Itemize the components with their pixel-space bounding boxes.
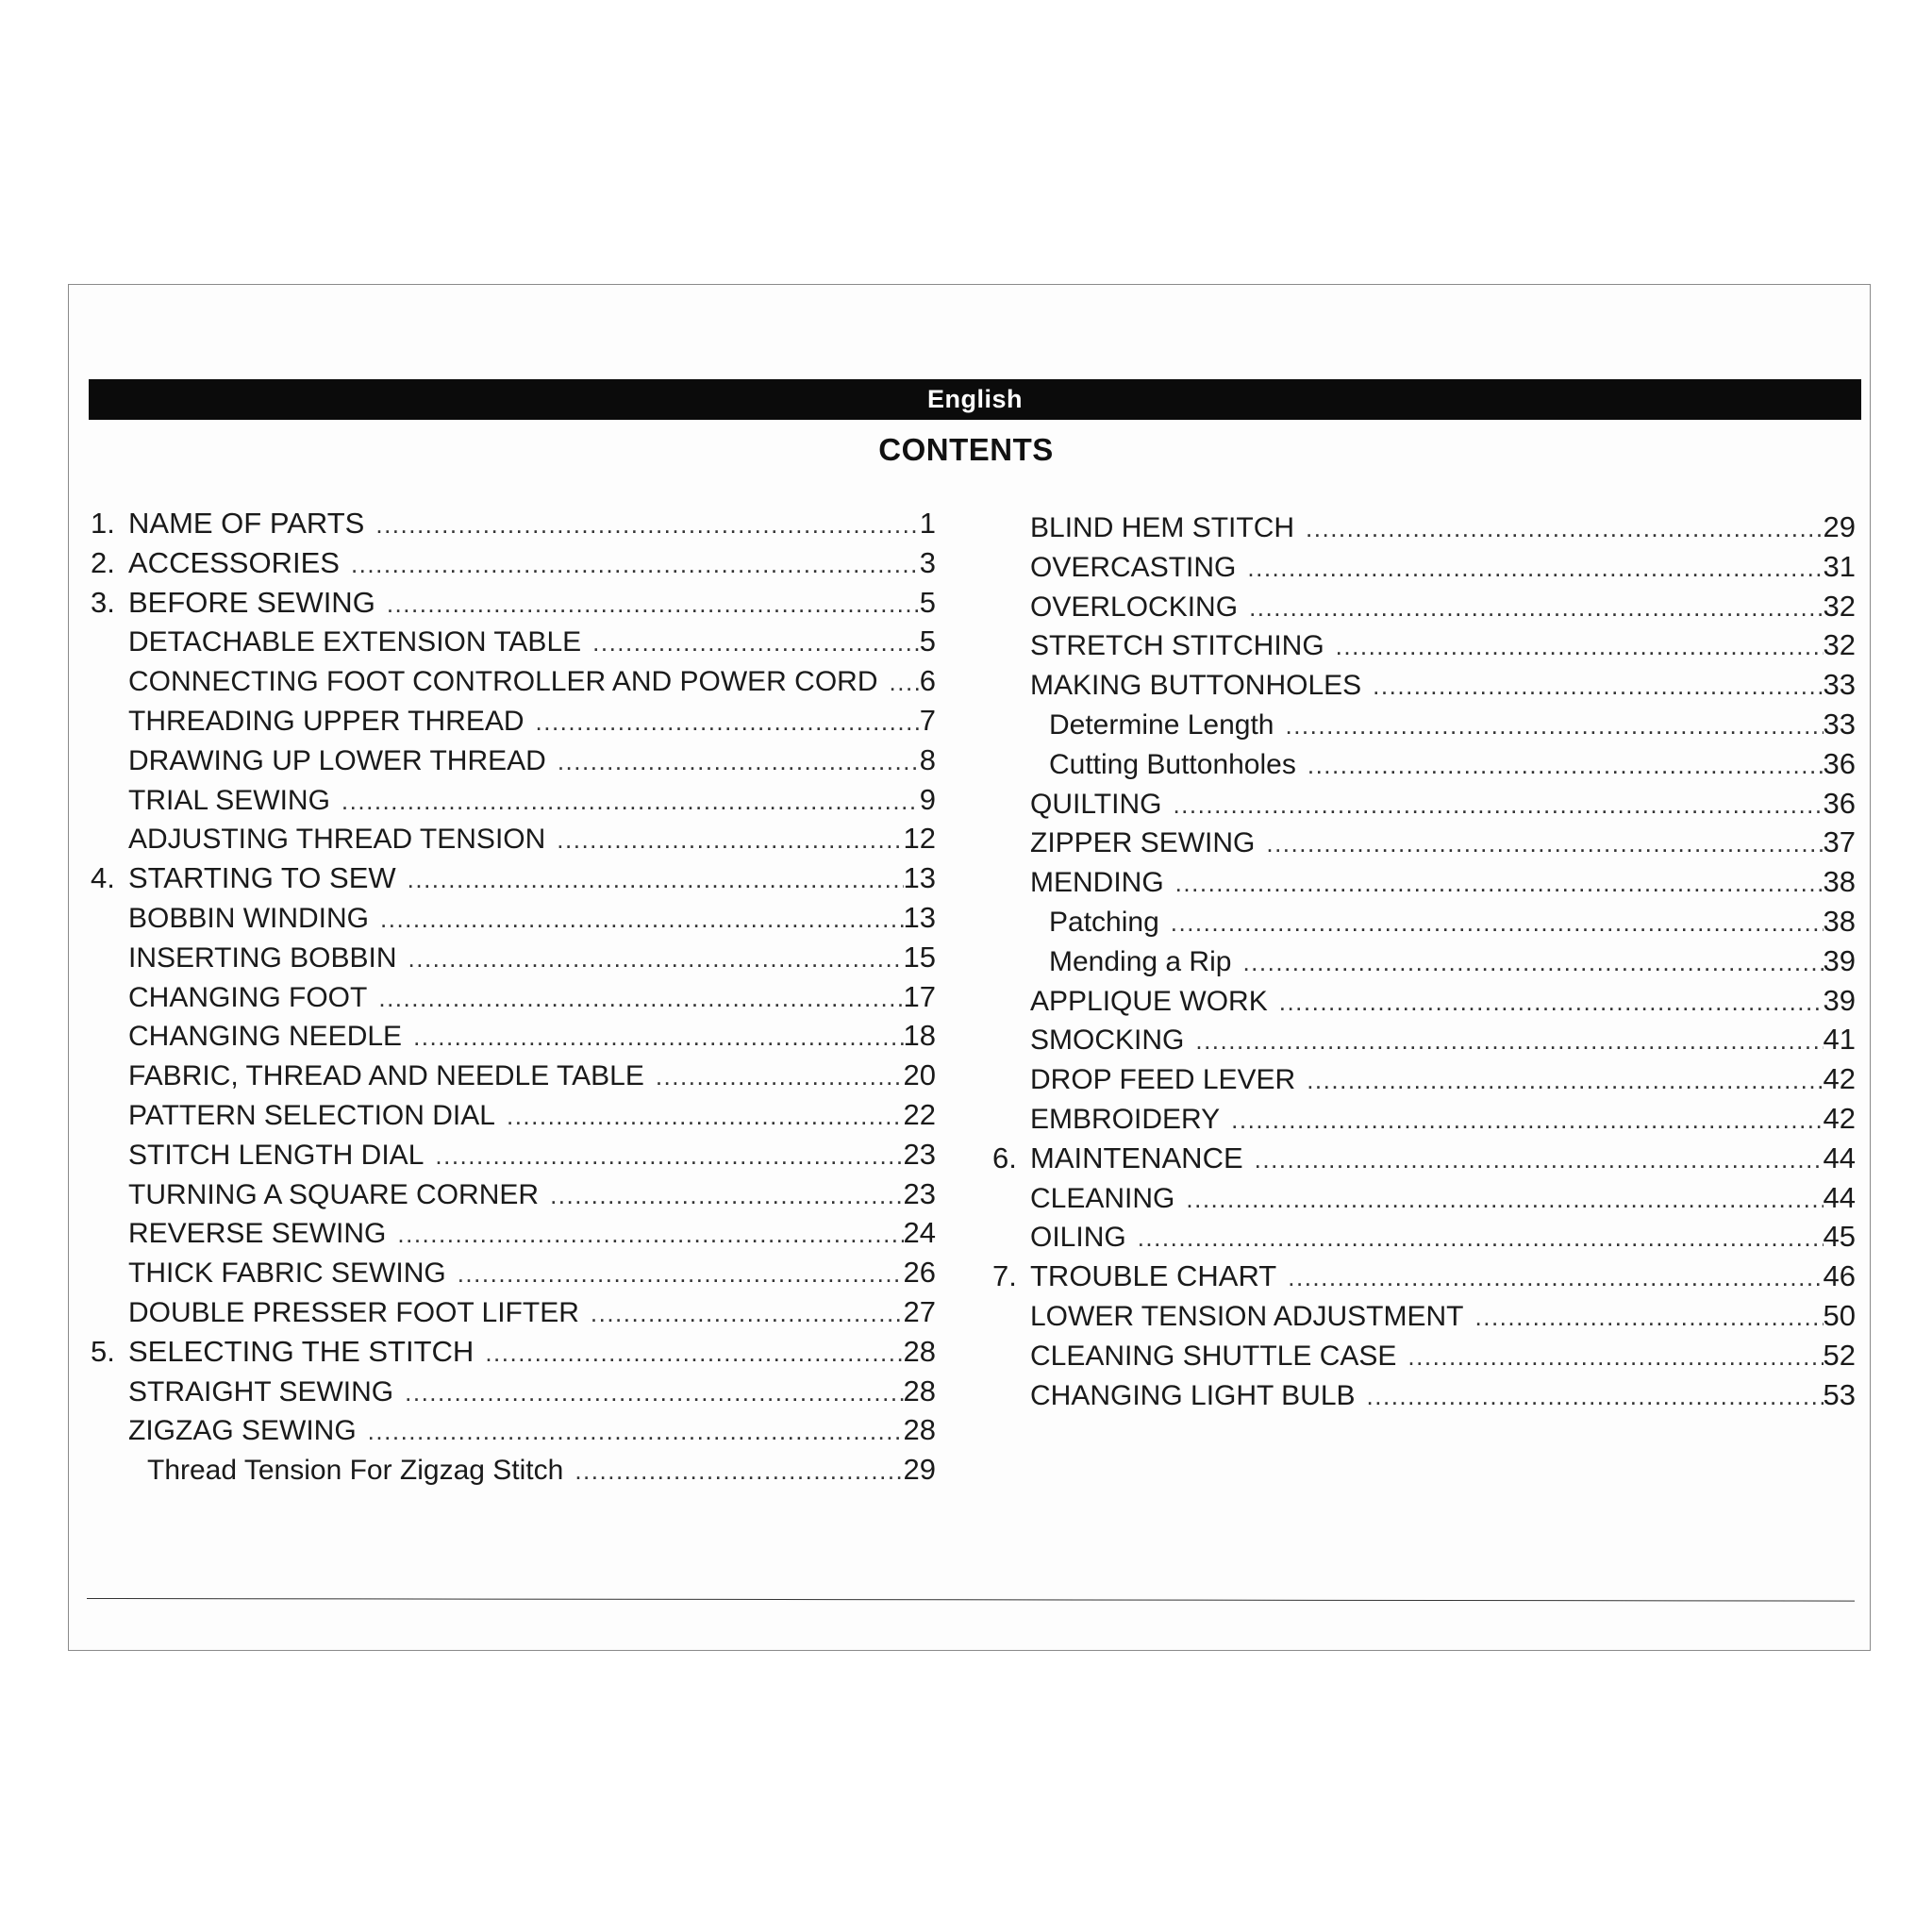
toc-entry-title: CHANGING NEEDLE xyxy=(128,1021,403,1053)
toc-entry-page: 53 xyxy=(1823,1377,1856,1411)
toc-dot-leader xyxy=(1288,1258,1823,1298)
toc-entry-page: 37 xyxy=(1823,825,1856,859)
toc-entry-title: Cutting Buttonholes xyxy=(1049,748,1296,780)
toc-entry-page: 36 xyxy=(1823,746,1856,780)
toc-dot-leader xyxy=(351,545,920,585)
toc-dot-leader xyxy=(591,1294,904,1334)
toc-dot-leader xyxy=(408,860,904,900)
toc-entry xyxy=(91,1372,936,1411)
toc-entry xyxy=(992,941,1856,981)
toc-dot-leader xyxy=(557,821,903,860)
toc-entry-page: 29 xyxy=(1823,510,1856,543)
toc-entry-page: 28 xyxy=(903,1374,936,1407)
toc-entry-title: MAKING BUTTONHOLES xyxy=(1030,670,1362,702)
toc-entry xyxy=(91,858,936,898)
toc-entry-title: Thread Tension For Zigzag Stitch xyxy=(147,1455,564,1487)
toc-dot-leader xyxy=(1373,667,1823,707)
toc-entry-title: LOWER TENSION ADJUSTMENT xyxy=(1030,1300,1464,1332)
toc-entry-title: ADJUSTING THREAD TENSION xyxy=(128,824,546,856)
toc-entry-title: ZIPPER SEWING xyxy=(1030,827,1256,859)
toc-entry-page: 44 xyxy=(1823,1141,1856,1174)
toc-entry xyxy=(992,1375,1856,1415)
toc-entry-page: 42 xyxy=(1823,1101,1856,1135)
toc-entry-page: 5 xyxy=(919,625,936,658)
toc-entry-page: 33 xyxy=(1823,668,1856,702)
toc-entry-number: 3. xyxy=(91,585,115,619)
toc-right-column xyxy=(992,508,1856,1414)
toc-entry-page: 23 xyxy=(903,1176,936,1210)
toc-entry-title: BOBBIN WINDING xyxy=(128,902,370,934)
toc-entry-title: QUILTING xyxy=(1030,788,1162,820)
toc-entry xyxy=(91,1095,936,1135)
toc-dot-leader xyxy=(1242,943,1823,983)
toc-entry-title: THICK FABRIC SEWING xyxy=(128,1257,446,1290)
toc-entry-title: SMOCKING xyxy=(1030,1024,1185,1057)
toc-entry-page: 1 xyxy=(919,507,936,540)
toc-dot-leader xyxy=(575,1452,903,1491)
toc-entry-title: REVERSE SEWING xyxy=(128,1218,387,1250)
toc-entry-page: 3 xyxy=(919,545,936,579)
toc-entry-title: BLIND HEM STITCH xyxy=(1030,512,1295,543)
toc-entry-title: STRETCH STITCHING xyxy=(1030,630,1324,662)
toc-entry-title: OVERCASTING xyxy=(1030,551,1237,583)
toc-entry xyxy=(91,1292,936,1332)
toc-dot-leader xyxy=(1231,1101,1823,1141)
toc-entry-page: 27 xyxy=(903,1294,936,1328)
toc-entry xyxy=(91,701,936,741)
toc-entry xyxy=(91,1174,936,1214)
toc-entry-number: 4. xyxy=(91,861,115,895)
toc-dot-leader xyxy=(1407,1338,1823,1377)
toc-entry xyxy=(992,981,1856,1021)
toc-dot-leader xyxy=(378,979,903,1019)
toc-entry xyxy=(992,547,1856,587)
toc-entry xyxy=(992,1139,1856,1178)
toc-entry xyxy=(992,625,1856,665)
toc-entry xyxy=(91,938,936,977)
toc-dot-leader xyxy=(1138,1219,1824,1258)
toc-entry-page: 32 xyxy=(1823,589,1856,623)
toc-entry-page: 23 xyxy=(903,1137,936,1171)
toc-entry-number: 1. xyxy=(91,507,115,540)
toc-entry-page: 13 xyxy=(903,861,936,895)
toc-entry-page: 8 xyxy=(919,742,936,776)
toc-dot-leader xyxy=(413,1018,903,1058)
toc-entry xyxy=(992,823,1856,862)
toc-entry-title: Patching xyxy=(1049,906,1159,938)
toc-entry xyxy=(992,508,1856,547)
toc-entry xyxy=(91,504,936,543)
toc-entry xyxy=(992,1296,1856,1336)
toc-entry-page: 24 xyxy=(903,1216,936,1250)
toc-entry-title: CLEANING SHUTTLE CASE xyxy=(1030,1340,1397,1372)
toc-entry-page: 29 xyxy=(903,1453,936,1487)
toc-entry-title: BEFORE SEWING xyxy=(128,585,375,619)
toc-entry-title: MAINTENANCE xyxy=(1030,1141,1243,1174)
toc-entry xyxy=(91,1253,936,1292)
toc-dot-leader xyxy=(458,1255,904,1294)
toc-entry xyxy=(992,862,1856,902)
toc-entry-page: 38 xyxy=(1823,904,1856,938)
toc-entry xyxy=(91,543,936,583)
toc-entry xyxy=(992,1178,1856,1218)
toc-entry-number: 5. xyxy=(91,1334,115,1368)
toc-entry-page: 52 xyxy=(1823,1338,1856,1372)
toc-entry-page: 28 xyxy=(903,1413,936,1447)
toc-entry-title: STARTING TO SEW xyxy=(128,861,396,895)
toc-entry-title: DETACHABLE EXTENSION TABLE xyxy=(128,626,582,658)
toc-entry-title: TURNING A SQUARE CORNER xyxy=(128,1178,540,1210)
toc-entry-page: 39 xyxy=(1823,983,1856,1017)
toc-entry-title: ZIGZAG SEWING xyxy=(128,1415,357,1447)
toc-entry xyxy=(992,1059,1856,1099)
toc-dot-leader xyxy=(485,1334,903,1374)
toc-left-column xyxy=(91,504,936,1490)
toc-entry-page: 44 xyxy=(1823,1180,1856,1214)
toc-entry-page: 15 xyxy=(903,940,936,974)
toc-entry-page: 6 xyxy=(919,664,936,698)
toc-entry xyxy=(91,622,936,661)
toc-dot-leader xyxy=(1306,509,1823,549)
toc-entry xyxy=(992,902,1856,941)
toc-entry-page: 28 xyxy=(903,1334,936,1368)
toc-entry-page: 39 xyxy=(1823,943,1856,977)
toc-dot-leader xyxy=(592,624,920,663)
toc-entry xyxy=(992,784,1856,824)
toc-entry-page: 31 xyxy=(1823,549,1856,583)
toc-entry-page: 41 xyxy=(1823,1023,1856,1057)
toc-dot-leader xyxy=(890,663,920,703)
toc-entry-title: CHANGING FOOT xyxy=(128,981,368,1013)
toc-entry-page: 38 xyxy=(1823,865,1856,899)
toc-dot-leader xyxy=(408,940,904,979)
toc-entry-page: 18 xyxy=(903,1019,936,1053)
toc-entry-page: 46 xyxy=(1823,1259,1856,1293)
toc-entry-page: 50 xyxy=(1823,1298,1856,1332)
toc-entry-title: FABRIC, THREAD AND NEEDLE TABLE xyxy=(128,1060,644,1092)
toc-entry xyxy=(91,583,936,623)
toc-entry-title: MENDING xyxy=(1030,867,1164,899)
toc-entry-page: 20 xyxy=(903,1058,936,1092)
toc-entry-page: 22 xyxy=(903,1097,936,1131)
toc-dot-leader xyxy=(558,742,920,782)
toc-entry-title: STITCH LENGTH DIAL xyxy=(128,1139,425,1171)
toc-entry xyxy=(992,665,1856,705)
toc-entry-number: 6. xyxy=(992,1141,1017,1174)
toc-entry-title: SELECTING THE STITCH xyxy=(128,1334,475,1368)
toc-dot-leader xyxy=(1247,549,1823,589)
toc-entry xyxy=(992,587,1856,626)
toc-entry-page: 45 xyxy=(1823,1220,1856,1254)
toc-dot-leader xyxy=(435,1137,903,1176)
toc-dot-leader xyxy=(1367,1377,1824,1417)
toc-entry-title: DROP FEED LEVER xyxy=(1030,1064,1296,1096)
toc-entry xyxy=(992,1099,1856,1139)
toc-entry-title: STRAIGHT SEWING xyxy=(128,1375,394,1407)
toc-dot-leader xyxy=(1195,1022,1823,1061)
toc-entry-title: EMBROIDERY xyxy=(1030,1103,1221,1135)
toc-dot-leader xyxy=(380,900,904,940)
toc-dot-leader xyxy=(550,1176,903,1216)
toc-entry-title: OILING xyxy=(1030,1222,1126,1254)
toc-entry-title: DOUBLE PRESSER FOOT LIFTER xyxy=(128,1296,579,1328)
toc-entry xyxy=(91,898,936,938)
toc-dot-leader xyxy=(1336,627,1824,667)
toc-entry xyxy=(91,780,936,820)
toc-entry-title: TRIAL SEWING xyxy=(128,784,330,816)
toc-dot-leader xyxy=(1255,1141,1824,1180)
toc-dot-leader xyxy=(397,1215,903,1255)
toc-entry-page: 42 xyxy=(1823,1062,1856,1096)
toc-entry-number: 2. xyxy=(91,545,115,579)
toc-entry-title: ACCESSORIES xyxy=(128,545,340,579)
toc-entry xyxy=(992,1336,1856,1375)
toc-dot-leader xyxy=(1285,707,1823,746)
toc-dot-leader xyxy=(387,585,920,625)
toc-entry-title: APPLIQUE WORK xyxy=(1030,985,1268,1017)
toc-dot-leader xyxy=(375,506,919,545)
toc-entry-title: OVERLOCKING xyxy=(1030,591,1239,623)
toc-entry xyxy=(91,1332,936,1372)
toc-dot-leader xyxy=(1249,589,1823,628)
toc-entry-title: CONNECTING FOOT CONTROLLER AND POWER CORD xyxy=(128,666,878,698)
toc-entry xyxy=(91,1410,936,1450)
toc-entry-title: TROUBLE CHART xyxy=(1030,1259,1277,1293)
toc-entry xyxy=(992,705,1856,744)
toc-entry-page: 5 xyxy=(919,585,936,619)
toc-entry-page: 36 xyxy=(1823,786,1856,820)
toc-entry-number: 7. xyxy=(992,1259,1017,1293)
toc-entry-title: Determine Length xyxy=(1049,708,1274,741)
toc-dot-leader xyxy=(1279,983,1824,1023)
toc-dot-leader xyxy=(1175,864,1824,904)
language-header-bar: English xyxy=(89,379,1861,420)
toc-entry xyxy=(91,1213,936,1253)
toc-dot-leader xyxy=(1475,1298,1824,1338)
toc-dot-leader xyxy=(507,1097,904,1137)
contents-title: CONTENTS xyxy=(878,432,1054,467)
toc-entry-page: 33 xyxy=(1823,707,1856,741)
toc-entry-page: 7 xyxy=(919,703,936,737)
toc-entry xyxy=(992,1020,1856,1059)
toc-entry-page: 13 xyxy=(903,900,936,934)
toc-entry xyxy=(91,661,936,701)
toc-entry-title: CLEANING xyxy=(1030,1182,1175,1214)
toc-dot-leader xyxy=(1307,746,1824,786)
toc-dot-leader xyxy=(1173,786,1823,825)
toc-entry-page: 9 xyxy=(919,782,936,816)
toc-entry-page: 12 xyxy=(903,822,936,856)
toc-entry-title: DRAWING UP LOWER THREAD xyxy=(128,744,546,776)
toc-entry-title: NAME OF PARTS xyxy=(128,507,365,540)
toc-dot-leader xyxy=(1186,1180,1823,1220)
toc-dot-leader xyxy=(1266,824,1823,864)
toc-entry-title: CHANGING LIGHT BULB xyxy=(1030,1379,1356,1411)
toc-entry xyxy=(91,1056,936,1095)
toc-dot-leader xyxy=(405,1374,903,1413)
toc-entry xyxy=(91,1016,936,1056)
toc-dot-leader xyxy=(368,1412,904,1452)
toc-entry xyxy=(992,744,1856,784)
toc-entry xyxy=(91,1450,936,1490)
toc-dot-leader xyxy=(1171,904,1824,943)
toc-dot-leader xyxy=(536,703,920,742)
toc-entry xyxy=(91,819,936,858)
toc-dot-leader xyxy=(1307,1061,1823,1101)
toc-entry-title: THREADING UPPER THREAD xyxy=(128,705,525,737)
toc-entry xyxy=(91,977,936,1017)
toc-entry xyxy=(992,1257,1856,1296)
toc-entry xyxy=(91,1135,936,1174)
toc-entry xyxy=(992,1217,1856,1257)
toc-dot-leader xyxy=(656,1058,904,1097)
toc-entry-page: 26 xyxy=(903,1256,936,1290)
toc-entry-title: INSERTING BOBBIN xyxy=(128,941,397,974)
toc-entry-page: 32 xyxy=(1823,628,1856,662)
toc-dot-leader xyxy=(341,782,920,822)
toc-entry-page: 17 xyxy=(903,979,936,1013)
toc-entry-title: PATTERN SELECTION DIAL xyxy=(128,1099,495,1131)
toc-entry xyxy=(91,741,936,780)
toc-entry-title: Mending a Rip xyxy=(1049,945,1232,977)
